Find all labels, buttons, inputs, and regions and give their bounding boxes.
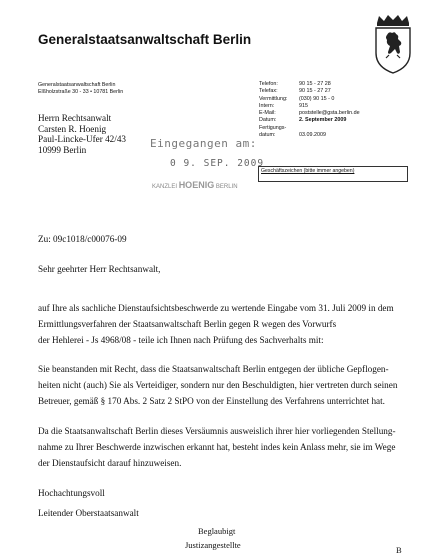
contact-row <box>259 96 399 103</box>
recipient-line: 10999 Berlin <box>38 144 87 155</box>
paragraph-line: auf Ihre als sachliche Dienstaufsichtsbeschwerde zu wertende Eingabe vom 31. Juli 2009 in dem <box>38 303 394 313</box>
contact-row <box>259 88 399 95</box>
firm-stamp-name: HOENIG <box>178 180 215 190</box>
recipient-address <box>38 113 126 155</box>
contact-value: (030) 90 15 - 0 <box>299 95 335 102</box>
contact-value: 03.09.2009 <box>299 132 326 139</box>
contact-label: Vermittlung: <box>259 95 288 102</box>
closing: Hochachtungsvoll <box>38 488 105 498</box>
firm-stamp-prefix: KANZLEI <box>152 184 178 190</box>
sender-line-1: Generalstaatsanwaltschaft Berlin <box>38 82 116 88</box>
firm-stamp <box>152 180 238 190</box>
contact-label: Telefax: <box>259 88 278 95</box>
reference-number: Zu: 09c1018/c00076-09 <box>38 234 127 244</box>
page-mark: B <box>396 545 402 555</box>
contact-label: Datum: <box>259 117 277 124</box>
contact-row <box>259 125 399 132</box>
sender-line-2: Elßholzstraße 30 - 33 • 10781 Berlin <box>38 89 124 95</box>
contact-row <box>259 81 399 88</box>
berlin-bear-crest-icon <box>371 13 415 75</box>
contact-row <box>259 110 399 117</box>
letterhead-title: Generalstaatsanwaltschaft Berlin <box>38 32 252 47</box>
paragraph-line: der Hehlerei - Js 4968/08 - teile ich Ihnen nach Prüfung des Sachverhalts mit: <box>38 335 324 345</box>
contact-label: datum: <box>259 132 276 139</box>
contact-label: Telefon: <box>259 81 278 87</box>
contact-row <box>259 132 399 139</box>
reference-box-label: Geschäftszeichen (bitte immer angeben) <box>261 168 355 174</box>
contact-value: 915 <box>299 102 308 109</box>
received-stamp-date: 0 9. SEP. 2009 <box>170 158 265 169</box>
paragraph-line: Betreuer, gemäß § 170 Abs. 2 Satz 2 StPO von der Einstellung des Verfahrens unterrichtet hat. <box>38 396 385 406</box>
recipient-line: Herrn Rechtsanwalt <box>38 113 112 123</box>
contact-label: E-Mail: <box>259 110 276 117</box>
paragraph-line: Da die Staatsanwaltschaft Berlin dieses Versäumnis ausweislich ihrer hier vorliegenden Stellung- <box>38 426 396 436</box>
recipient-line: Carsten R. Hoenig <box>38 123 107 134</box>
contact-label: Fertigungs- <box>259 124 287 131</box>
contact-label: Intern: <box>259 102 275 109</box>
reference-box <box>258 166 408 182</box>
contact-value: poststelle@gsta.berlin.de <box>299 110 360 117</box>
paragraph-line: der Dienstaufsicht darauf hinzuweisen. <box>38 458 182 468</box>
signatory-title: Leitender Oberstaatsanwalt <box>38 508 139 518</box>
received-stamp-label: Eingegangen am: <box>150 137 257 150</box>
paragraph-line: nahme zu Ihrer Beschwerde inzwischen erkannt hat, besteht indes kein Anlass mehr, sie im Wege <box>38 442 396 452</box>
justice-employee-label: Justizangestellte <box>185 540 241 550</box>
certified-label: Beglaubigt <box>198 526 236 536</box>
paragraph-line: heiten nicht (auch) Sie als Verteidiger, sondern nur den Beschuldigten, hier vertreten durch seinen <box>38 380 398 390</box>
recipient-line: Paul-Lincke-Ufer 42/43 <box>38 134 127 144</box>
contact-row <box>259 117 399 124</box>
sender-address <box>38 82 123 96</box>
contact-value: 2. September 2009 <box>299 117 347 124</box>
contact-block <box>259 81 399 139</box>
contact-row <box>259 103 399 110</box>
firm-stamp-suffix: BERLIN <box>215 184 238 190</box>
contact-value: 90 15 - 27 28 <box>299 81 331 87</box>
salutation: Sehr geehrter Herr Rechtsanwalt, <box>38 264 161 274</box>
paragraph-line: Ermittlungsverfahren der Staatsanwaltschaft Berlin gegen R wegen des Vorwurfs <box>38 319 337 329</box>
contact-value <box>299 125 399 132</box>
contact-value: 90 15 - 27 27 <box>299 88 331 95</box>
paragraph-line: Sie beanstanden mit Recht, dass die Staatsanwaltschaft Berlin entgegen der übliche Gepflogen- <box>38 364 389 374</box>
